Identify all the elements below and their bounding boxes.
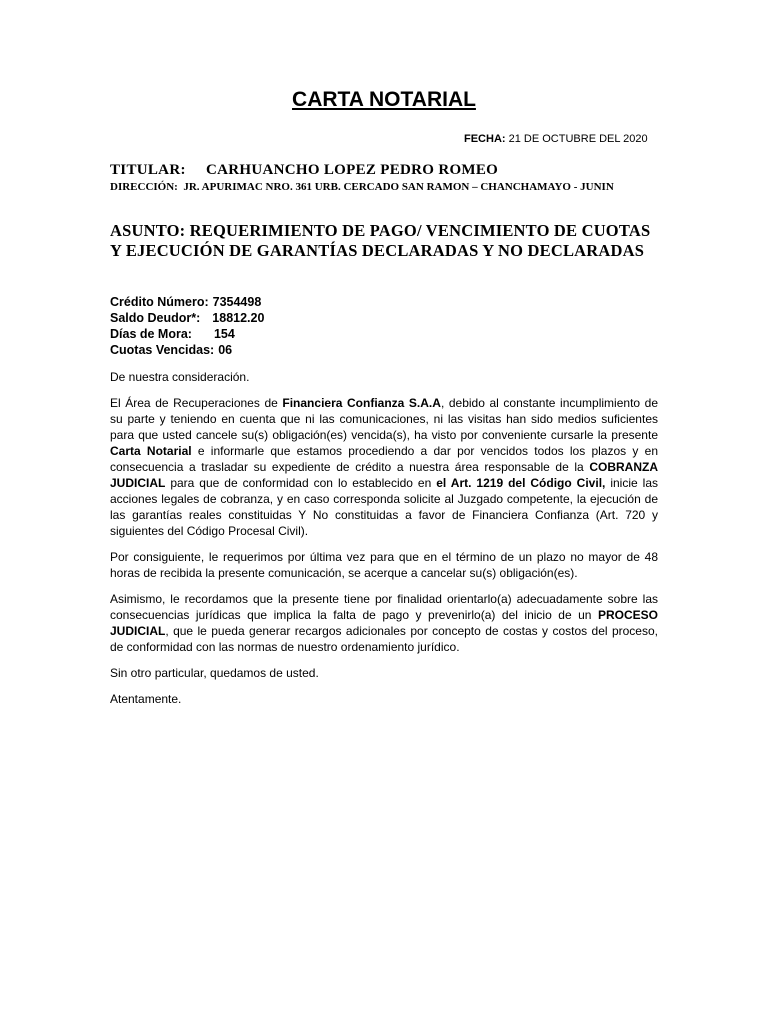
judicial-process-term: PROCESO JUDICIAL [110,608,658,638]
paragraph-warning [110,591,658,655]
judicial-collection-term: COBRANZA JUDICIAL [110,460,658,490]
greeting: De nuestra consideración. [110,370,250,384]
p3-text-2: , que le pueda generar recargos adicionales por concepto de costas y costos del proceso, de conformidad con las normas de nuestro ordenamiento jurídico. [110,624,658,654]
date-label: FECHA: [464,133,506,145]
p1-text-3: e informarle que estamos procediendo a dar por vencidos todos los plazos y en consecuencia a trasladar su expediente de crédito a nuestra área responsable de la [110,444,658,474]
civil-code-reference: el Art. 1219 del Código Civil, [436,476,606,490]
address-line [110,180,660,194]
holder-label: TITULAR: [110,162,186,178]
credit-details [110,294,264,358]
p1-text-5: inicie las acciones legales de cobranza, y en caso corresponda solicite al Juzgado competente, la ejecución de las garantías reales constituidas Y No constituidas a favor de Financiera Confianza (Art. 720 y siguientes del Código Procesal Civil). [110,476,659,538]
p1-text-2: , debido al constante incumplimiento de su parte y teniendo en cuenta que ni las comunicaciones, ni las visitas han sido medios suficientes para que usted cancele su(s) obligación(es) vencida(s), ha visto por conveniente cursarle la presente [110,396,659,442]
credit-number-value: 7354498 [212,295,262,309]
overdue-installments-label: Cuotas Vencidas: [110,343,215,357]
letter-body [110,369,658,717]
overdue-days-value: 154 [213,327,235,341]
notarial-letter-term: Carta Notarial [110,444,192,458]
balance-label: Saldo Deudor*: [110,311,201,325]
balance-row [110,310,264,326]
closing: Sin otro particular, quedamos de usted. [110,666,319,680]
p1-text-4: para que de conformidad con lo establecido en [165,476,437,490]
paragraph-notice [110,395,658,539]
credit-number-label: Crédito Número: [110,295,209,309]
overdue-days-label: Días de Mora: [110,327,192,341]
p3-text-1: Asimismo, le recordamos que la presente tiene por finalidad orientarlo(a) adecuadamente sobre las consecuencias jurídicas que implica la falta de pago y prevenirlo(a) del inicio de un [110,592,658,622]
balance-value: 18812.20 [212,311,265,325]
address-label: DIRECCIÓN: [110,181,178,193]
overdue-installments-value: 06 [218,343,233,357]
address-value: JR. APURIMAC NRO. 361 URB. CERCADO SAN RAMON – CHANCHAMAYO - JUNIN [183,181,614,193]
p1-text-1: El Área de Recuperaciones de [110,396,283,410]
date-line [464,133,648,145]
paragraph-demand: Por consiguiente, le requerimos por última vez para que en el término de un plazo no mayor de 48 horas de recibida la presente comunicación, se acerque a cancelar su(s) obligación(es). [110,550,658,580]
overdue-days-row [110,326,264,342]
credit-number-row [110,294,264,310]
overdue-installments-row [110,342,264,358]
holder-line [110,162,498,179]
document-title: CARTA NOTARIAL [292,88,476,111]
holder-name: CARHUANCHO LOPEZ PEDRO ROMEO [206,162,499,178]
signoff: Atentamente. [110,692,182,706]
subject-heading: ASUNTO: REQUERIMIENTO DE PAGO/ VENCIMIENTO DE CUOTAS Y EJECUCIÓN DE GARANTÍAS DECLARADAS Y NO DECLARADAS [110,221,651,260]
company-name: Financiera Confianza S.A.A [282,396,441,410]
date-value: 21 DE OCTUBRE DEL 2020 [508,133,648,145]
